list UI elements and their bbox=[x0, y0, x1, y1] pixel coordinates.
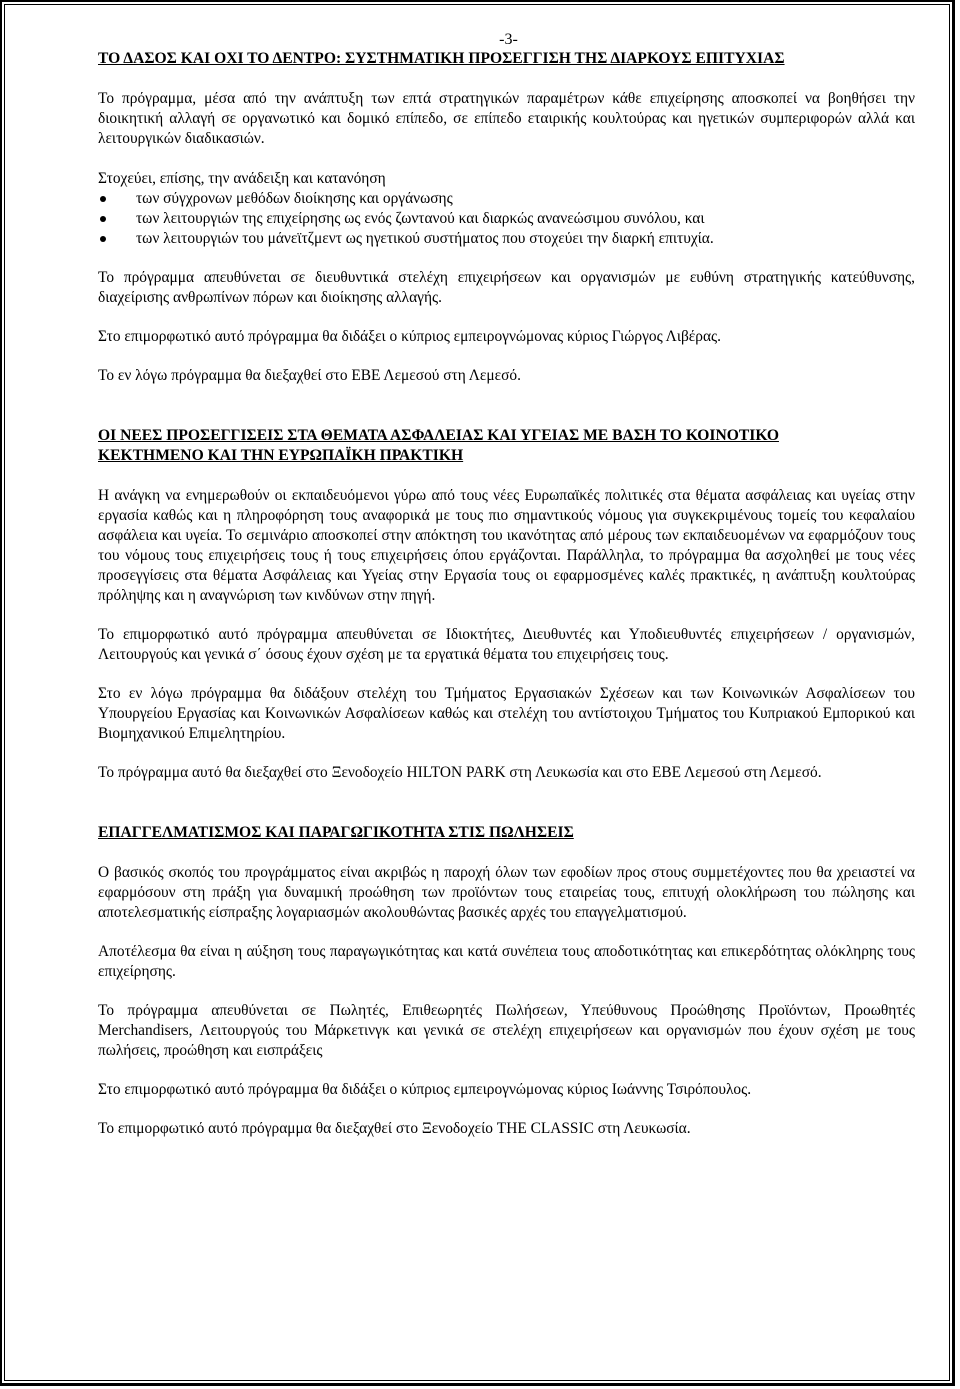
bullet-item: των σύγχρονων μεθόδων διοίκησης και οργάνωσης bbox=[98, 189, 915, 209]
section-2-venue: Το πρόγραμμα αυτό θα διεξαχθεί στο Ξενοδοχείο HILTON PARK στη Λευκωσία και στο ΕΒΕ Λεμεσού στη Λεμεσό. bbox=[98, 764, 822, 781]
section-3-audience: Το πρόγραμμα απευθύνεται σε Πωλητές, Επιθεωρητές Πωλήσεων, Υπεύθυνους Προώθησης Προϊόντων, Προωθητές Merchandisers, Λειτουργούς του Μάρκετινγκ και γενικά σε στελέχη επιχειρήσεων και οργανισμών που έχουν σχέση με τους πωλήσεις, προώθηση και εισπράξεις bbox=[98, 1002, 915, 1059]
section-1-bullet-list bbox=[98, 189, 915, 249]
section-1-intro: Το πρόγραμμα, μέσα από την ανάπτυξη των επτά στρατηγικών παραμέτρων κάθε επιχείρησης αποσκοπεί να βοηθήσει την διοικητική αλλαγή σε οργανωτικό και δομικό επίπεδο, σε επίπεδο εταιρικής κουλτούρας και ηγετικών συμπεριφορών αλλά και λειτουργικών διαδικασιών. bbox=[98, 90, 915, 147]
bullet-icon bbox=[100, 196, 106, 202]
section-1-heading: ΤΟ ΔΑΣΟΣ ΚΑΙ ΟΧΙ ΤΟ ΔΕΝΤΡΟ: ΣΥΣΤΗΜΑΤΙΚΗ ΠΡΟΣΕΓΓΙΣΗ ΤΗΣ ΔΙΑΡΚΟΥΣ ΕΠΙΤΥΧΙΑΣ bbox=[98, 50, 785, 67]
section-3-heading: ΕΠΑΓΓΕΛΜΑΤΙΣΜΟΣ ΚΑΙ ΠΑΡΑΓΩΓΙΚΟΤΗΤΑ ΣΤΙΣ ΠΩΛΗΣΕΙΣ bbox=[98, 824, 574, 841]
bullet-item: των λειτουργιών της επιχείρησης ως ενός ζωντανού και διαρκώς ανανεώσιμου συνόλου, και bbox=[98, 209, 915, 229]
section-1-audience: Το πρόγραμμα απευθύνεται σε διευθυντικά στελέχη επιχειρήσεων και οργανισμών με ευθύνη στρατηγικής κατεύθυνσης, διαχείρισης ανθρωπίνων πόρων και διοίκησης αλλαγής. bbox=[98, 269, 915, 306]
section-3-result: Αποτέλεσμα θα είναι η αύξηση τους παραγωγικότητας και κατά συνέπεια τους αποδοτικότητας και επικερδότητας ολόκληρης τους επιχείρησης. bbox=[98, 943, 915, 980]
section-1-bullet-lead: Στοχεύει, επίσης, την ανάδειξη και κατανόηση bbox=[98, 170, 386, 187]
section-2-audience: Το επιμορφωτικό αυτό πρόγραμμα απευθύνεται σε Ιδιοκτήτες, Διευθυντές και Υποδιευθυντές επιχειρήσεων / οργανισμών, Λειτουργούς και γενικά σ΄ όσους έχουν σχέση με τα εργατικά θέματα του επιχειρήσεις τους. bbox=[98, 626, 915, 663]
section-2-trainer: Στο εν λόγω πρόγραμμα θα διδάξουν στελέχη του Τμήματος Εργασιακών Σχέσεων και των Κοινωνικών Ασφαλίσεων του Υπουργείου Εργασίας και Κοινωνικών Ασφαλίσεων καθώς και στελέχη του αντίστοιχου Τμήματος του Κυπριακού Εμπορικού και Βιομηχανικού Επιμελητηρίου. bbox=[98, 685, 915, 742]
section-2-heading bbox=[98, 426, 915, 466]
section-3-trainer: Στο επιμορφωτικό αυτό πρόγραμμα θα διδάξει ο κύπριος εμπειρογνώμονας κύριος Ιωάννης Τσιρόπουλος. bbox=[98, 1081, 752, 1098]
section-1-venue: Το εν λόγω πρόγραμμα θα διεξαχθεί στο ΕΒΕ Λεμεσού στη Λεμεσό. bbox=[98, 367, 521, 384]
section-2-heading-line-1: ΟΙ ΝΕΕΣ ΠΡΟΣΕΓΓΙΣΕΙΣ ΣΤΑ ΘΕΜΑΤΑ ΑΣΦΑΛΕΙΑΣ ΚΑΙ ΥΓΕΙΑΣ ΜΕ ΒΑΣΗ ΤΟ ΚΟΙΝΟΤΙΚΟ bbox=[98, 427, 779, 444]
bullet-icon bbox=[100, 236, 106, 242]
section-3-intro: Ο βασικός σκοπός του προγράμματος είναι ακριβώς η παροχή όλων των εφοδίων προς στους συμμετέχοντες που θα χρειαστεί να εφαρμόσουν στη πράξη για δυναμική προώθηση των προϊόντων τους εταιρείας τους, επιτυχή ολοκλήρωση του πώλησης και αποτελεσματικής είσπραξης λογαριασμών ακολουθώντας βασικές αρχές του επαγγελματισμού. bbox=[98, 864, 915, 921]
page-number: -3- bbox=[499, 31, 518, 48]
section-2-intro: Η ανάγκη να ενημερωθούν οι εκπαιδευόμενοι γύρω από τους νέες Ευρωπαϊκές πολιτικές στα θέματα ασφάλειας και υγείας στην εργασία καθώς και η πληροφόρηση τους αναφορικά με τους πιο σημαντικούς νόμους για συγκεκριμένους τομείς του κεφαλαίου ασφάλεια και υγεία. Το σεμινάριο αποσκοπεί στην απόκτηση του ικανότητας από μέρους των εκπαιδευομένων να εφαρμόζουν τους του νόμους τους επιχειρήσεις τους ή τους επιχειρήσεις όπου εργάζονται. Παράλληλα, το πρόγραμμα θα ασχοληθεί με τους νέες προσεγγίσεις στα θέματα Ασφάλειας και Υγείας στην Εργασία τους οι εφαρμοσμένες καλές πρακτικές, η ανάπτυξη κουλτούρας πρόληψης και η αναγνώριση των κινδύνων στην πηγή. bbox=[98, 487, 915, 604]
document-body bbox=[98, 31, 915, 1139]
bullet-item: των λειτουργιών του μάνεϊτζμεντ ως ηγετικού συστήματος που στοχεύει την διαρκή επιτυχία. bbox=[98, 229, 915, 249]
bullet-icon bbox=[100, 216, 106, 222]
section-1-trainer: Στο επιμορφωτικό αυτό πρόγραμμα θα διδάξει ο κύπριος εμπειρογνώμονας κύριος Γιώργος Λιβέρας. bbox=[98, 328, 721, 345]
section-3-venue: Το επιμορφωτικό αυτό πρόγραμμα θα διεξαχθεί στο Ξενοδοχείο THE CLASSIC στη Λευκωσία. bbox=[98, 1120, 691, 1137]
section-2-heading-line-2: ΚΕΚΤΗΜΕΝΟ ΚΑΙ ΤΗΝ ΕΥΡΩΠΑΪΚΗ ΠΡΑΚΤΙΚΗ bbox=[98, 447, 464, 464]
